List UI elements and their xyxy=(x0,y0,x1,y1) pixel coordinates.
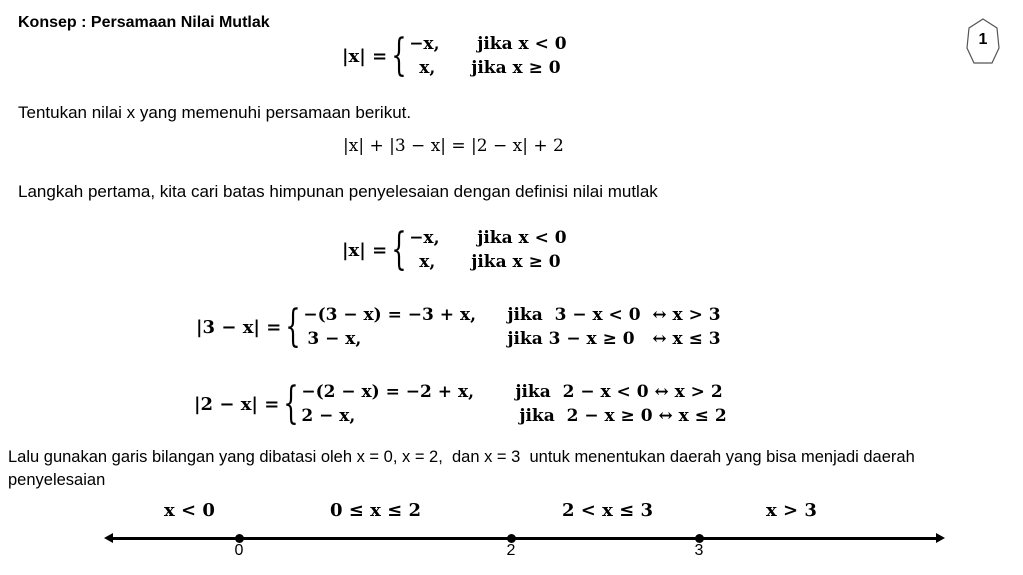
brace-icon: { xyxy=(283,378,300,429)
case1-cond: jika 2 − x < 0 ↔ x > 2 xyxy=(515,382,723,402)
definition-2x-lhs: |2 − x| = xyxy=(194,393,280,415)
page-number-badge xyxy=(966,18,1000,64)
case2-cond: jika 2 − x ≥ 0 ↔ x ≤ 2 xyxy=(519,406,727,426)
point-label: 0 xyxy=(234,542,244,559)
region-label: 2 < x ≤ 3 xyxy=(562,500,654,521)
problem-equation: |x| + |3 − x| = |2 − x| + 2 xyxy=(343,136,564,156)
case1-cond: jika 3 − x < 0 ↔ x > 3 xyxy=(507,305,721,325)
page-number: 1 xyxy=(978,31,988,48)
region-label: x > 3 xyxy=(766,500,817,521)
region-label: x < 0 xyxy=(164,500,215,521)
case1-expr: −(2 − x) = −2 + x, xyxy=(301,382,474,402)
case2-cond: jika x ≥ 0 xyxy=(471,252,561,272)
case1-expr: −x, xyxy=(409,34,440,54)
case1-cond: jika x < 0 xyxy=(477,34,567,54)
problem-text: Tentukan nilai x yang memenuhi persamaan berikut. xyxy=(18,103,412,122)
definition-abs-2-minus-x xyxy=(194,380,727,428)
definition-top xyxy=(342,32,567,80)
case2-cond: jika x ≥ 0 xyxy=(471,58,561,78)
definition-abs-x xyxy=(342,226,567,274)
arrow-left-icon xyxy=(104,533,113,543)
definition-x-lhs: |x| = xyxy=(342,239,388,261)
page-title: Konsep : Persamaan Nilai Mutlak xyxy=(18,14,270,31)
step1-text: Langkah pertama, kita cari batas himpunan penyelesaian dengan definisi nilai mutlak xyxy=(18,182,658,201)
case1-expr: −(3 − x) = −3 + x, xyxy=(303,305,476,325)
case2-expr: 2 − x, xyxy=(301,406,356,426)
brace-icon: { xyxy=(285,301,302,352)
case2-expr: x, xyxy=(419,58,436,78)
point-label: 3 xyxy=(694,542,704,559)
case2-cond: jika 3 − x ≥ 0 ↔ x ≤ 3 xyxy=(507,329,721,349)
point-label: 2 xyxy=(506,542,516,559)
number-line-axis xyxy=(108,537,940,540)
definition-3x-lhs: |3 − x| = xyxy=(196,316,282,338)
case1-cond: jika x < 0 xyxy=(477,228,567,248)
arrow-right-icon xyxy=(936,533,945,543)
definition-abs-3-minus-x xyxy=(196,303,721,351)
step2-text-line2: penyelesaian xyxy=(8,471,106,489)
case2-expr: 3 − x, xyxy=(307,329,362,349)
region-label: 0 ≤ x ≤ 2 xyxy=(330,500,422,521)
brace-icon: { xyxy=(391,224,407,275)
definition-top-lhs: |x| = xyxy=(342,45,388,67)
case1-expr: −x, xyxy=(409,228,440,248)
step2-text-line1: Lalu gunakan garis bilangan yang dibatasi oleh x = 0, x = 2, dan x = 3 untuk menentukan daerah yang bisa menjadi daerah xyxy=(8,448,915,466)
brace-icon: { xyxy=(391,30,407,81)
case2-expr: x, xyxy=(419,252,436,272)
